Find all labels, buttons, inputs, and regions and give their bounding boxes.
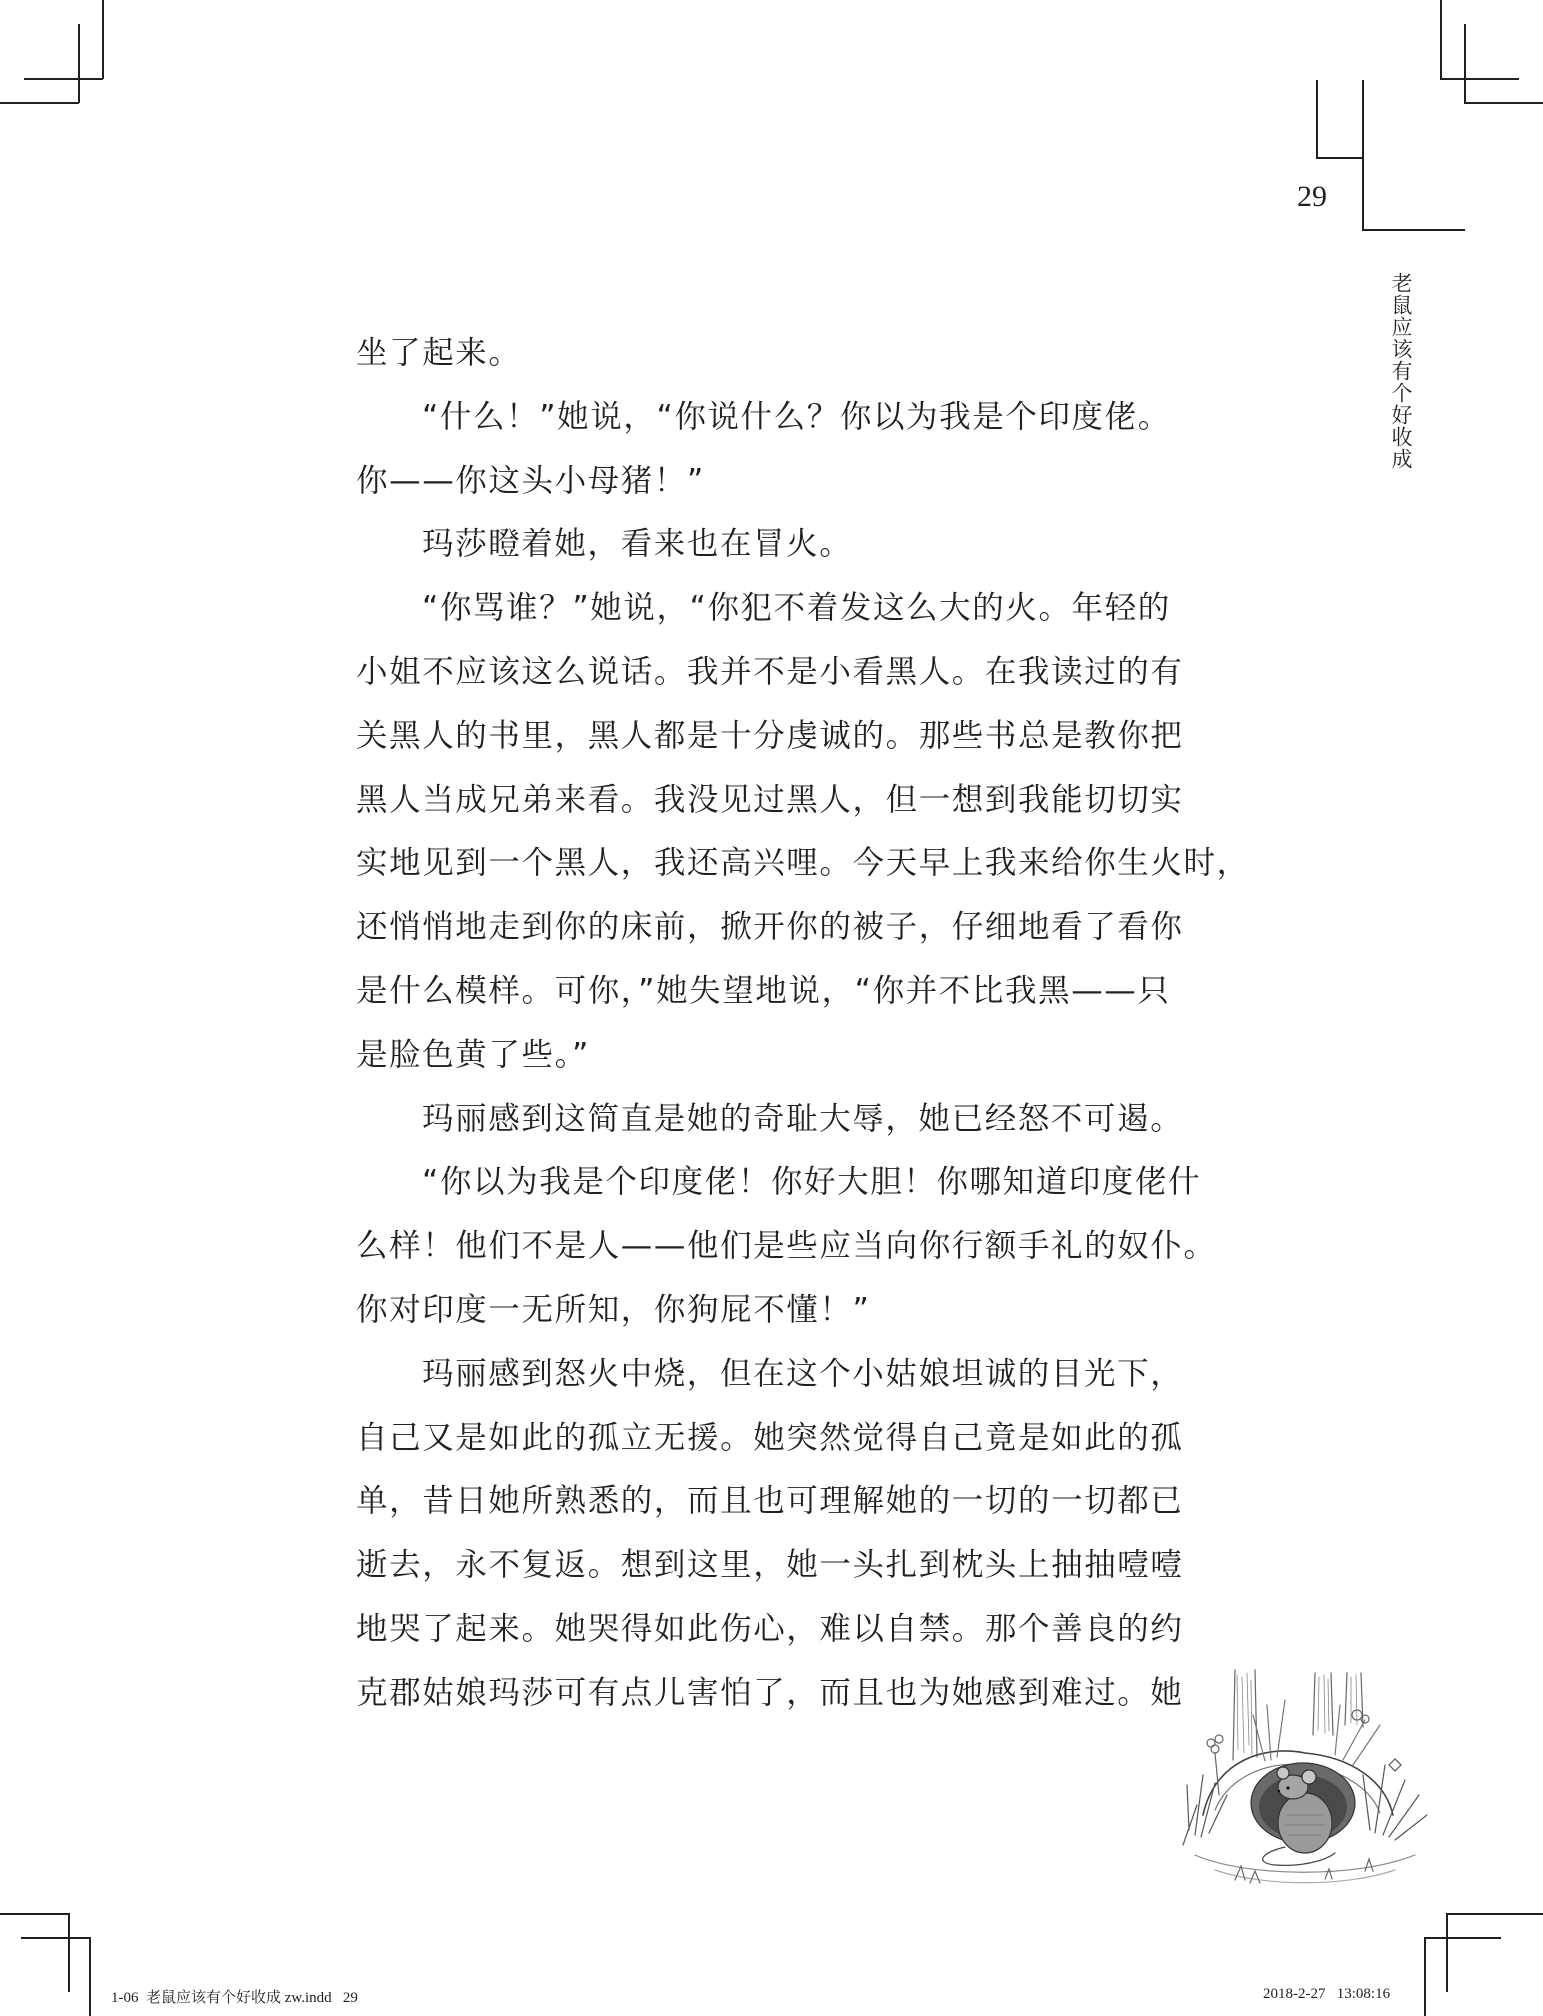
page-number: 29	[1297, 180, 1327, 213]
text-line: 关黑人的书里，黑人都是十分虔诚的。那些书总是教你把	[356, 717, 1184, 754]
text-line: 你对印度一无所知，你狗屁不懂！”	[356, 1291, 871, 1328]
text-line: 小姐不应该这么说话。我并不是小看黑人。在我读过的有	[356, 653, 1184, 690]
text-line: 玛丽感到这简直是她的奇耻大辱，她已经怒不可遏。	[422, 1100, 1184, 1137]
header-rule-bottom-h	[1362, 229, 1465, 231]
crop-mark-tl-inner-v	[78, 24, 80, 103]
header-rule-left-h	[1316, 157, 1363, 159]
crop-mark-bl-inner-v	[89, 1937, 91, 2016]
text-line: 单，昔日她所熟悉的，而且也可理解她的一切的一切都已	[356, 1483, 1184, 1520]
crop-mark-br-outer-h	[1446, 1913, 1543, 1915]
text-line: 是什么模样。可你，”她失望地说，“你并不比我黑——只	[356, 972, 1171, 1009]
text-line: 逝去，永不复返。想到这里，她一头扎到枕头上抽抽噎噎	[356, 1547, 1184, 1584]
text-line: “你以为我是个印度佬！你好大胆！你哪知道印度佬什	[422, 1164, 1202, 1201]
paragraph	[356, 513, 1212, 577]
crop-mark-bl-outer-h	[0, 1913, 69, 1915]
text-line: 坐了起来。	[356, 335, 522, 371]
crop-mark-tl-outer-h	[24, 78, 103, 80]
slug-timestamp: 2018-2-27 13:08:16	[1263, 1986, 1391, 2002]
running-head-chapter-title: 老鼠应该有个好收成	[1389, 272, 1413, 470]
paragraph	[356, 1343, 1212, 1726]
mouse-illustration	[1175, 1665, 1437, 1897]
crop-mark-br-inner-h	[1424, 1937, 1501, 1939]
text-line: 自己又是如此的孤立无援。她突然觉得自己竟是如此的孤	[356, 1419, 1184, 1456]
text-line: 克郡姑娘玛莎可有点儿害怕了，而且也为她感到难过。她	[356, 1674, 1184, 1711]
crop-mark-tl-inner-h	[0, 102, 79, 104]
text-line: 地哭了起来。她哭得如此伤心，难以自禁。那个善良的约	[356, 1610, 1184, 1647]
crop-mark-tr-inner-h	[1464, 102, 1543, 104]
paragraph	[356, 577, 1250, 1087]
paragraph	[356, 386, 1212, 514]
slug-filename: 1-06 老鼠应该有个好收成 zw.indd 29	[111, 1990, 358, 2006]
text-line: “什么！”她说，“你说什么？你以为我是个印度佬。	[422, 398, 1171, 435]
crop-mark-bl-outer-v	[68, 1913, 70, 1992]
crop-mark-tl-outer-v	[102, 0, 104, 79]
paragraph	[356, 322, 1212, 386]
header-rule-left-v	[1316, 80, 1318, 158]
text-line: 还悄悄地走到你的床前，掀开你的被子，仔细地看了看你	[356, 909, 1184, 946]
text-line: 黑人当成兄弟来看。我没见过黑人，但一想到我能切切实	[356, 781, 1184, 818]
crop-mark-tr-outer-v	[1440, 0, 1442, 79]
text-line: 玛丽感到怒火中烧，但在这个小姑娘坦诚的目光下，	[422, 1355, 1184, 1392]
header-rule-right-v	[1362, 80, 1364, 230]
paragraph	[356, 1151, 1217, 1342]
crop-mark-br-outer-v	[1446, 1913, 1448, 1992]
crop-mark-br-inner-v	[1424, 1937, 1426, 2016]
paragraph	[356, 1088, 1212, 1152]
text-line: 你——你这头小母猪！”	[356, 462, 705, 499]
text-line: “你骂谁？”她说，“你犯不着发这么大的火。年轻的	[422, 590, 1171, 627]
text-line: 么样！他们不是人——他们是些应当向你行额手礼的奴仆。	[356, 1228, 1217, 1265]
crop-mark-tr-inner-v	[1464, 24, 1466, 103]
crop-mark-tr-outer-h	[1440, 78, 1519, 80]
text-line: 玛莎瞪着她，看来也在冒火。	[422, 526, 853, 563]
crop-mark-bl-inner-h	[21, 1937, 90, 1939]
text-line: 实地见到一个黑人，我还高兴哩。今天早上我来给你生火时，	[356, 845, 1250, 882]
body-text	[356, 322, 1250, 1726]
text-line: 是脸色黄了些。”	[356, 1036, 590, 1073]
